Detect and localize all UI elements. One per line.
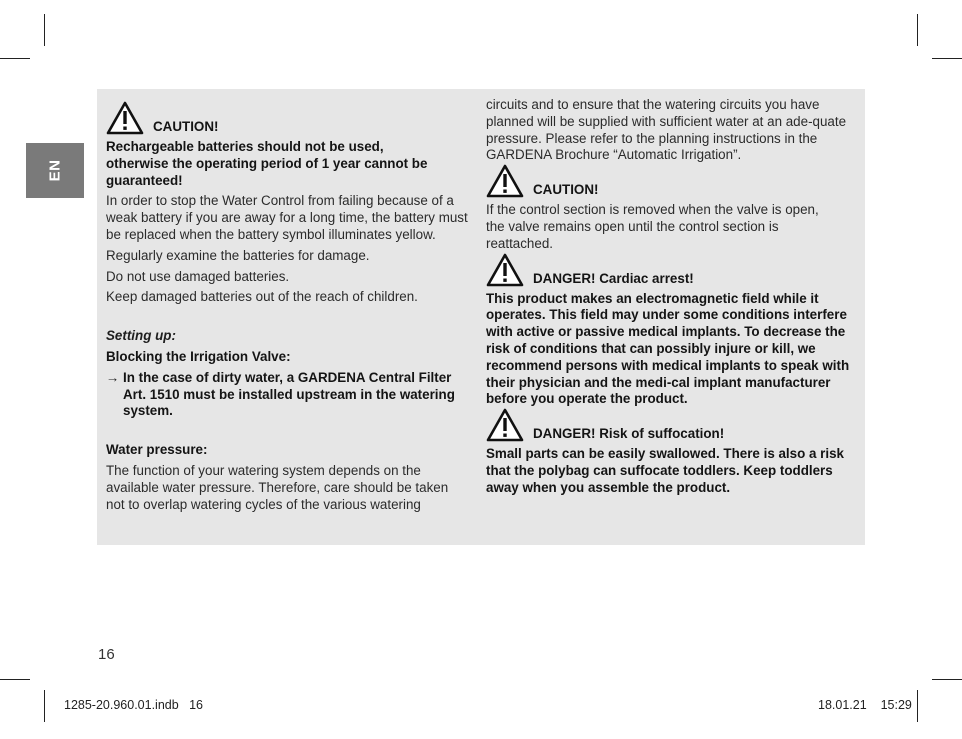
page-number: 16 bbox=[98, 646, 115, 663]
warning-triangle-icon bbox=[486, 164, 524, 198]
warning-triangle-icon bbox=[486, 408, 524, 442]
filter-step-text: In the case of dirty water, a GARDENA Central Filter Art. 1510 must be installed upstream in the watering system. bbox=[123, 369, 455, 419]
damaged-batteries-text: Do not use damaged batteries. bbox=[106, 268, 290, 284]
warning-triangle-icon bbox=[106, 101, 144, 135]
crop-mark-bottom-left-v bbox=[44, 690, 45, 722]
footer-file-info bbox=[64, 698, 203, 712]
danger-suffocation-heading bbox=[486, 408, 858, 442]
footer-file-page: 16 bbox=[189, 698, 204, 712]
crop-mark-top-left-h bbox=[0, 58, 30, 59]
water-pressure-text: The function of your watering system depends on the available water pressure. Therefore, care should be taken not to overlap watering cycles of the various watering bbox=[106, 462, 449, 512]
warning-triangle-icon bbox=[486, 253, 524, 287]
caution-title: CAUTION! bbox=[153, 119, 219, 135]
caution-battery-text: Rechargeable batteries should not be used, otherwise the operating period of 1 year cannot be guaranteed! bbox=[106, 139, 428, 188]
blocking-valve-heading: Blocking the Irrigation Valve: bbox=[106, 348, 291, 364]
language-tab bbox=[26, 143, 84, 198]
water-pressure-heading: Water pressure: bbox=[106, 442, 208, 458]
danger-cardiac-text: This product makes an electromagnetic field while it operates. This field may under some conditions interfere with active or passive medical implants. To decrease the risk of conditions that can possibly injure or kill, we recommend persons with medical implants to speak with their physician and the medi-cal implant manufacturer before you operate the product. bbox=[486, 290, 850, 407]
caution-heading-right bbox=[486, 164, 858, 198]
content-panel bbox=[97, 89, 865, 545]
planning-continuation-text: circuits and to ensure that the watering circuits you have planned will be supplied with sufficient water at an ade-quate pressure. Please refer to the planning instructions in the GARDENA Brochure “Automatic Irrigation”. bbox=[486, 97, 847, 163]
crop-mark-bottom-right-h bbox=[932, 679, 962, 680]
crop-mark-bottom-left-h bbox=[0, 679, 30, 680]
footer-time: 15:29 bbox=[880, 698, 912, 712]
battery-replacement-text: In order to stop the Water Control from failing because of a weak battery if you are away for a long time, the battery must be replaced when the battery symbol illuminates yellow. bbox=[106, 193, 468, 242]
left-column bbox=[106, 101, 470, 513]
footer-timestamp bbox=[818, 698, 912, 712]
crop-mark-top-right-v bbox=[917, 14, 918, 46]
examine-batteries-text: Regularly examine the batteries for damage. bbox=[106, 247, 370, 263]
danger-suffocation-title: DANGER! Risk of suffocation! bbox=[533, 426, 725, 442]
crop-mark-top-right-h bbox=[932, 58, 962, 59]
right-column bbox=[486, 97, 858, 497]
language-tab-label: EN bbox=[46, 159, 64, 182]
arrow-icon: → bbox=[106, 369, 120, 385]
caution-title-right: CAUTION! bbox=[533, 182, 599, 198]
control-section-text: If the control section is removed when the valve is open, the valve remains open until the control section is reattached. bbox=[486, 202, 819, 251]
footer-file-name: 1285-20.960.01.indb bbox=[64, 698, 179, 712]
danger-cardiac-title: DANGER! Cardiac arrest! bbox=[533, 270, 694, 286]
setting-up-heading: Setting up: bbox=[106, 328, 176, 344]
filter-step bbox=[106, 370, 470, 420]
footer-date: 18.01.21 bbox=[818, 698, 867, 712]
crop-mark-bottom-right-v bbox=[917, 690, 918, 722]
children-warning-text: Keep damaged batteries out of the reach of children. bbox=[106, 289, 418, 305]
caution-heading bbox=[106, 101, 470, 135]
danger-suffocation-text: Small parts can be easily swallowed. There is also a risk that the polybag can suffocate toddlers. Keep toddlers away when you assemble the product. bbox=[486, 446, 844, 495]
danger-cardiac-heading bbox=[486, 253, 858, 287]
crop-mark-top-left-v bbox=[44, 14, 45, 46]
